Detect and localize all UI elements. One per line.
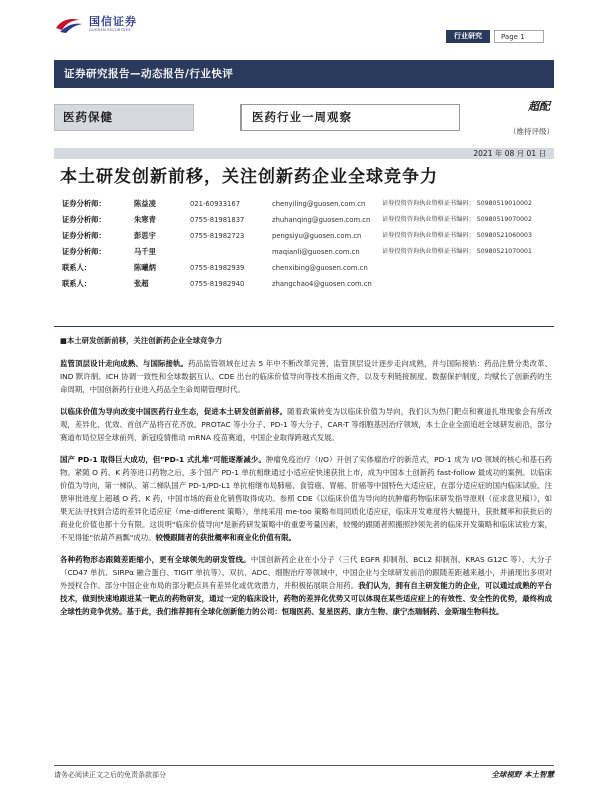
brand-name-en: GUOSEN SECURITIES: [89, 27, 131, 32]
paragraph-lead: 各种药物形态跟随差距缩小，更有全球领先的研发管线。: [60, 555, 251, 564]
report-type-tag: 行业研究: [446, 30, 490, 43]
analyst-role: 证券分析师：: [62, 215, 106, 224]
paragraph-text: 肿瘤免疫治疗（I/O）开创了实体瘤治疗的新范式，PD-1 成为 I/O 领域的核心和基石药物。紧随 O 药、K 药等进口药物之后，多个国产 PD-1 单抗相继通过小适应症快速获批上市，成为中国本土创新药 fast-follow 最成功的案例。以临床价值为导向，第一梯队、第二梯队国产 PD-1/PD-L1 单抗相继布局肺癌、食管癌、胃癌、肝癌等中国特色大适应症，在部分适应症的国内临床试验、注册审批进度上超越 O 药、K 药，中国市场的商业化销售取得成功。参照 CDE《以临床价值为导向的抗肿瘤药物临床研发指导原则（征求意见稿）》，如果无法寻找到合适的差异化适应症（me-different 策略），单纯采用 me-too 策略布局同质化适应症，临床开发难度将大幅提升，获批概率和获批后的商业化价值也都十分有限。这说明"临床价值导向"是新药研发策略中的重要考量因素，较慢的跟随者照搬照抄领先者的临床开发策略和临床试验方案，不见得能"依葫芦画瓢"成功。: [60, 455, 552, 542]
contact-role: 联系人：: [62, 263, 92, 272]
paragraph-pipeline: [60, 553, 552, 618]
disclaimer-note: 请务必阅读正文之后的免责条款部分: [54, 771, 166, 779]
analyst-role: 证券分析师：: [62, 247, 106, 256]
sector-label: 医药保健: [54, 104, 194, 131]
page-label: Page 1: [494, 30, 544, 43]
paragraph-text: 随着政策转变为以临床价值为导向，我们认为热门靶点和赛道扎堆现象会有所改观，差异化、优效、首创产品将百花齐放，PROTAC 等小分子、PD-1 等大分子、CAR-T 等细胞基因治疗领域，本土企业全面追赶全球研发前沿，部分赛道布局位居全球前列，新冠疫情推动 mRNA 疫苗赛道，中国企业取得跨越式发展。: [60, 407, 552, 442]
analyst-cert: 证券投资咨询执业资格证书编码： S0980521070001: [382, 248, 532, 255]
footer-slogan: 全球视野 本土智慧: [491, 770, 554, 779]
summary-heading: ■本土研发创新前移，关注创新药企业全球竞争力: [60, 336, 223, 345]
brand-logo: [54, 14, 137, 34]
paragraph-text: 中国创新药企业在小分子（三代 EGFR 抑制剂、BCL2 抑制剂、KRAS G12C 等）、大分子（CD47 单抗、SIRPα 融合蛋白、TIGIT 单抗等）、双抗、ADC、细胞治疗等领域中，中国企业与全球研发前沿的跟随差距越来越小，并涌现出多项对外授权合作。部分中国企业布局的部分靶点具有差异化或优效潜力，并积极拓展联合用药。: [60, 555, 552, 590]
section-divider: [54, 326, 554, 327]
contact-email: chenxibing@guosen.com.cn: [272, 264, 368, 272]
report-body: [60, 334, 552, 627]
analyst-cert: 证券投资咨询执业资格证书编码： S0980519010002: [382, 200, 532, 207]
analyst-cert: 证券投资咨询执业资格证书编码： S0980521060003: [382, 232, 532, 239]
analyst-email: chenyiling@guosen.com.cn: [272, 200, 366, 208]
analyst-role: 证券分析师：: [62, 231, 106, 240]
paragraph-recommendation: 我们认为，拥有自主研发能力的企业，可以通过成熟的平台技术，做到快速地跟进某一靶点的药物研发，通过一定的临床设计，药物的差异化优势又可以体现在某些适应症上的有效性、安全性的优势，最终构成全球性的竞争优势。基于此，我们推荐拥有全球化创新能力的公司：恒瑞医药、复星医药、康方生物、康宁杰瑞制药、金斯瑞生物科技。: [60, 581, 552, 616]
rating: 超配: [528, 100, 550, 113]
paragraph-regulation: [60, 357, 552, 396]
rating-note: （维持评级）: [509, 127, 554, 136]
analyst-name: 马千里: [134, 247, 156, 256]
header-tags: [446, 30, 544, 43]
analyst-email: zhuhanqing@guosen.com.cn: [272, 216, 371, 224]
footer-divider: [54, 765, 554, 766]
guosen-logo-icon: [54, 14, 84, 34]
paragraph-lead: 以临床价值为导向改变中国医药行业生态，促进本土研发创新前移。: [60, 407, 288, 416]
paragraph-text: 药品监管领域在过去 5 年中不断改革完善，监管顶层设计逐步走向成熟，并与国际接轨：药品注册分类改革、IND 默许制、ICH 协调一致性和全球数据互认、CDE 出台的临床价值导向等技术指南文件，以及专利链接制度、数据保护制度，均赋长了创新药的生命周期，中国创新药行业进入药品全生命周期管理时代。: [60, 359, 552, 394]
paragraph-clinical-value: [60, 405, 552, 444]
paragraph-lead: 国产 PD-1 取得巨大成功，但"PD-1 式扎堆"可能逐渐减少。: [60, 455, 266, 464]
contact-phone: 0755-81982939: [190, 264, 245, 272]
analyst-phone: 0755-81981837: [190, 216, 245, 224]
contact-role: 联系人：: [62, 279, 92, 288]
analyst-cert: 证券投资咨询执业资格证书编码： S0980519070002: [382, 216, 532, 223]
page-title: 本土研发创新前移，关注创新药企业全球竞争力: [60, 167, 438, 187]
paragraph-conclusion: 较慢跟随者的获批概率和商业化价值有限。: [155, 533, 296, 542]
report-date: 2021 年 08 月 01 日: [473, 149, 546, 158]
report-name: 医药行业一周观察: [240, 104, 460, 131]
report-banner: 证券研究报告—动态报告/行业快评: [54, 60, 554, 88]
paragraph-pd1: [60, 453, 552, 544]
analyst-name: 陈益凌: [134, 199, 156, 208]
analyst-phone: 0755-81982723: [190, 232, 245, 240]
analyst-email: pengsiyu@guosen.com.cn: [272, 232, 362, 240]
analyst-name: 彭思宇: [134, 231, 156, 240]
analyst-name: 朱寒青: [134, 215, 156, 224]
analyst-email: maqianli@guosen.com.cn: [272, 248, 360, 256]
contact-name: 张超: [134, 279, 149, 288]
contact-phone: 0755-81982940: [190, 280, 245, 288]
analyst-role: 证券分析师：: [62, 199, 106, 208]
date-bar: [54, 148, 554, 159]
contact-name: 陈曦炳: [134, 263, 156, 272]
contact-email: zhangchao4@guosen.com.cn: [272, 280, 372, 288]
brand-name: 国信证券: [89, 14, 137, 28]
paragraph-lead: 监管顶层设计走向成熟、与国际接轨。: [60, 359, 189, 368]
analyst-phone: 021-60933167: [190, 200, 241, 208]
section-row: [54, 100, 554, 136]
